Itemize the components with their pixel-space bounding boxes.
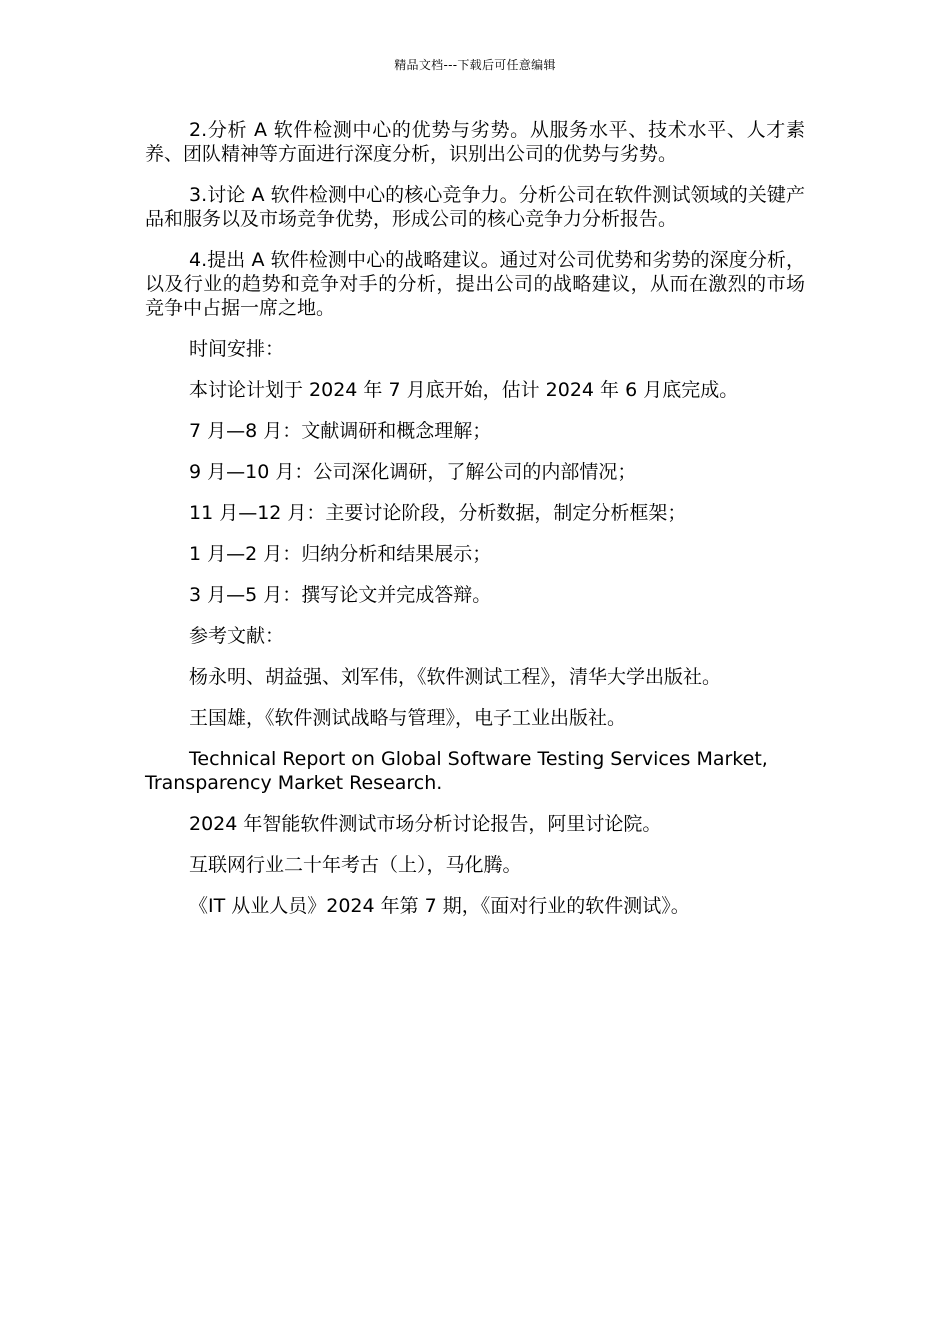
reference-item: 王国雄，《软件测试战略与管理》，电子工业出版社。 <box>189 707 627 729</box>
reference-item: 杨永明、胡益强、刘军伟，《软件测试工程》，清华大学出版社。 <box>189 666 722 688</box>
reference-item: 《IT 从业人员》2024 年第 7 期，《面对行业的软件测试》。 <box>189 895 690 917</box>
reference-item: 2024 年智能软件测试市场分析讨论报告，阿里讨论院。 <box>189 813 662 835</box>
schedule-item: 1 月—2 月：归纳分析和结果展示； <box>189 543 492 565</box>
paragraph-analysis-strengths: 2.分析 A 软件检测中心的优势与劣势。从服务水平、技术水平、人才素养、团队精神等方面进行深度分析，识别出公司的优势与劣势。 <box>145 119 805 165</box>
schedule-item: 3 月—5 月：撰写论文并完成答辩。 <box>189 584 492 606</box>
schedule-overview: 本讨论计划于 2024 年 7 月底开始，估计 2024 年 6 月底完成。 <box>189 379 739 401</box>
references-heading: 参考文献： <box>189 625 285 647</box>
schedule-item: 7 月—8 月：文献调研和概念理解； <box>189 420 492 442</box>
reference-item: 互联网行业二十年考古（上），马化腾。 <box>189 854 522 876</box>
document-body <box>145 118 805 935</box>
page-header: 精品文档---下载后可任意编辑 <box>394 58 556 72</box>
paragraph-core-competence: 3.讨论 A 软件检测中心的核心竞争力。分析公司在软件测试领域的关键产品和服务以及市场竞争优势，形成公司的核心竞争力分析报告。 <box>145 184 805 230</box>
paragraph-strategy-suggestion: 4.提出 A 软件检测中心的战略建议。通过对公司优势和劣势的深度分析，以及行业的趋势和竞争对手的分析，提出公司的战略建议，从而在激烈的市场竞争中占据一席之地。 <box>145 249 805 319</box>
reference-item: Technical Report on Global Software Testing Services Market, Transparency Market Research. <box>145 748 768 794</box>
schedule-item: 9 月—10 月：公司深化调研，了解公司的内部情况； <box>189 461 637 483</box>
schedule-heading: 时间安排： <box>189 338 285 360</box>
schedule-item: 11 月—12 月：主要讨论阶段，分析数据，制定分析框架； <box>189 502 687 524</box>
